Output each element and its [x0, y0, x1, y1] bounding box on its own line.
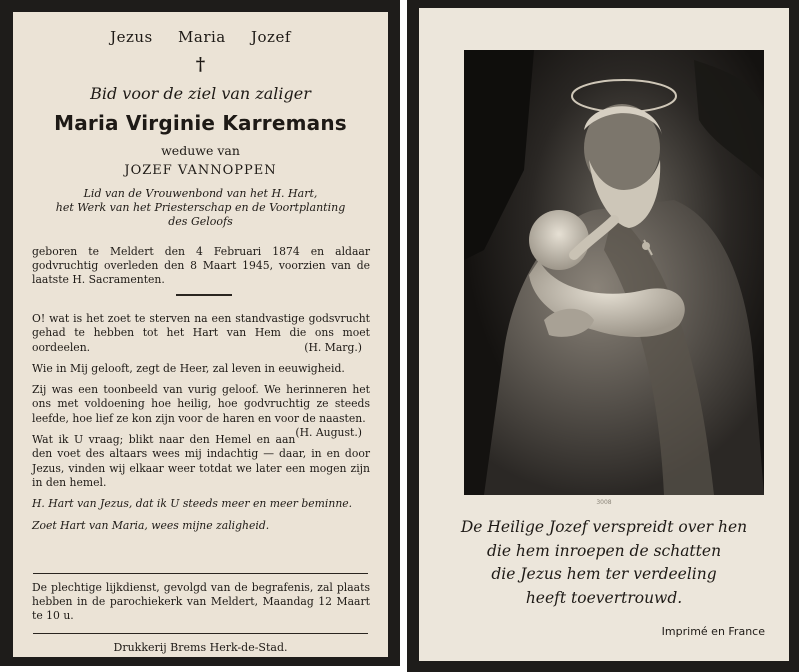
memberships	[13, 187, 388, 229]
card-paper	[419, 8, 789, 661]
membership-line: Lid van de Vrouwenbond van het H. Hart,	[83, 187, 318, 200]
membership-line: des Geloofs	[168, 215, 233, 228]
relation-text: weduwe van	[161, 143, 240, 158]
birth-death-text: geboren te Meldert den 4 Februari 1874 en aldaar godvruchtig overleden den 8 Maart 1945, voorzien van de laatste H. Sacramenten.	[32, 245, 370, 286]
cross-icon: †	[195, 54, 206, 75]
meditation-source: (H. August.)	[295, 426, 362, 440]
caption-line: De Heilige Jozef verspreidt over hen	[460, 518, 748, 536]
meditation-source: (H. Marg.)	[304, 340, 362, 354]
prayer-line: Zoet Hart van Maria, wees mijne zaligheid.	[32, 518, 270, 532]
meditations	[32, 312, 370, 540]
memorial-card-image-side	[407, 0, 799, 672]
saint-joseph-with-child-image	[464, 50, 764, 495]
funeral-notice: De plechtige lijkdienst, gevolgd van de begrafenis, zal plaats hebben in de parochiekerk van Meldert, Maandag 12 Maart te 10 u.	[32, 581, 370, 622]
membership-line: het Werk van het Priesterschap en de Voortplanting	[55, 201, 346, 214]
holy-family-heading	[13, 28, 388, 46]
meditation-paragraph	[32, 383, 370, 440]
caption-line: die hem inroepen de schatten	[486, 541, 722, 560]
meditation-text: Wat ik U vraag; blikt naar den Hemel en aan den voet des altaars wees mij indachtig — daar, in en door Jezus, vinden wij elkaar weer totdat we later een mogen zijn in den hemel.	[32, 433, 370, 489]
prayer-request: Bid voor de ziel van zaliger	[90, 84, 311, 103]
card-paper	[13, 12, 388, 657]
meditation-text: Wie in Mij gelooft, zegt de Heer, zal leven in eeuwigheid.	[32, 361, 345, 375]
trinity-jozef: Jozef	[251, 28, 291, 46]
trinity-maria: Maria	[178, 28, 226, 46]
divider	[33, 633, 368, 634]
meditation-text: O! wat is het zoet te sterven na een standvastige godsvrucht gehad te hebben tot het Hart van Hem die ons moet oordeelen.	[32, 312, 370, 354]
prayer-line: H. Hart van Jezus, dat ik U steeds meer en meer beminne.	[32, 497, 353, 511]
deceased-name: Maria Virginie Karremans	[54, 111, 347, 135]
caption-verse	[419, 516, 789, 610]
meditation-paragraph	[32, 312, 370, 355]
printer-credit: Drukkerij Brems Herk-de-Stad.	[113, 641, 288, 654]
meditation-text: Zij was een toonbeeld van vurig geloof. We herinneren het ons met voldoening hoe heilig, hoe godvruchtig ze steeds leefde, hoe lief ze kon zijn voor de haren en voor de naasten.	[32, 383, 370, 425]
meditation-paragraph	[32, 433, 370, 490]
husband-name: JOZEF VANNOPPEN	[124, 163, 277, 178]
caption-line: die Jezus hem ter verdeeling	[491, 565, 717, 583]
trinity-jezus: Jezus	[110, 28, 153, 46]
caption-line: heeft toevertrouwd.	[525, 588, 683, 607]
imprint-text: Imprimé en France	[661, 625, 765, 638]
memorial-card-text-side	[0, 0, 400, 666]
divider	[176, 294, 232, 296]
meditation-paragraph	[32, 362, 370, 376]
plate-number: 3008	[596, 499, 612, 506]
divider	[33, 573, 368, 574]
